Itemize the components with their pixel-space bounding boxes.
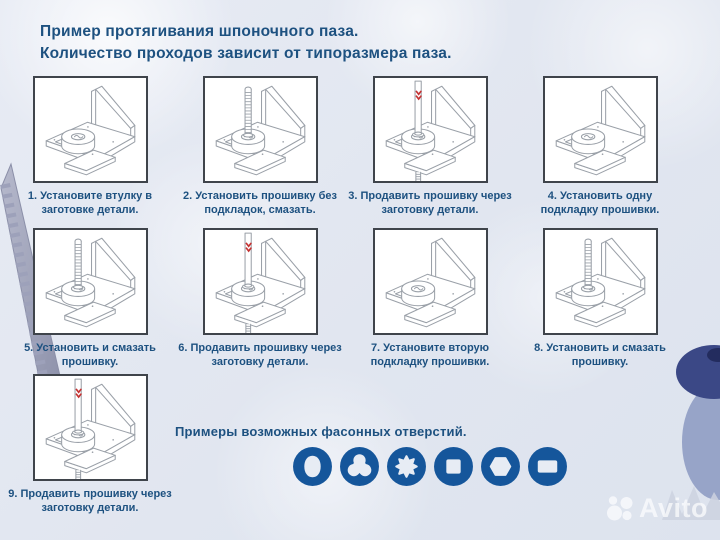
step-4-caption: 4. Установить одну подкладку прошивки. — [540, 190, 660, 217]
step-4-card — [543, 76, 658, 183]
broaching-fixture-illustration — [545, 230, 656, 333]
step-9-card — [33, 374, 148, 481]
step-5 — [5, 228, 175, 374]
step-2 — [175, 76, 345, 228]
oval-hole-icon — [292, 446, 333, 487]
step-9-caption: 9. Продавить прошивку через заготовку детали. — [8, 488, 172, 515]
step-7-card — [373, 228, 488, 335]
step-6-card — [203, 228, 318, 335]
title-line-1: Пример протягивания шпоночного паза. — [40, 23, 359, 40]
examples-heading: Примеры возможных фасонных отверстий. — [175, 424, 467, 439]
step-6-caption: 6. Продавить прошивку через заготовку детали. — [178, 342, 342, 369]
step-2-caption: 2. Установить прошивку без подкладок, смазать. — [183, 190, 337, 217]
rectangle-hole-icon — [527, 446, 568, 487]
step-8-card — [543, 228, 658, 335]
square-hole-icon — [433, 446, 474, 487]
broaching-fixture-illustration — [375, 78, 486, 181]
step-3 — [345, 76, 515, 228]
broaching-fixture-illustration — [35, 376, 146, 479]
step-3-caption: 3. Продавить прошивку через заготовку детали. — [348, 190, 512, 217]
broaching-fixture-illustration — [35, 230, 146, 333]
step-2-card — [203, 76, 318, 183]
page-title — [40, 21, 452, 65]
trefoil-hole-icon — [339, 446, 380, 487]
step-6 — [175, 228, 345, 374]
step-5-caption: 5. Установить и смазать прошивку. — [24, 342, 156, 369]
step-7 — [345, 228, 515, 374]
avito-watermark — [606, 493, 708, 524]
step-4 — [515, 76, 685, 228]
hole-icons-row — [175, 446, 685, 487]
steps-grid — [5, 76, 685, 516]
step-7-caption: 7. Установите вторую подкладку прошивки. — [370, 342, 490, 369]
broaching-fixture-illustration — [375, 230, 486, 333]
step-3-card — [373, 76, 488, 183]
hexagon-hole-icon — [480, 446, 521, 487]
step-1 — [5, 76, 175, 228]
broaching-fixture-illustration — [205, 230, 316, 333]
step-9 — [5, 374, 175, 516]
title-line-2: Количество проходов зависит от типоразмера паза. — [40, 45, 452, 62]
broaching-fixture-illustration — [35, 78, 146, 181]
spline-hole-icon — [386, 446, 427, 487]
broaching-fixture-illustration — [545, 78, 656, 181]
avito-brand-text: Avito — [639, 493, 708, 523]
step-8-caption: 8. Установить и смазать прошивку. — [534, 342, 666, 369]
avito-logo-icon — [606, 494, 636, 524]
step-8 — [515, 228, 685, 374]
step-5-card — [33, 228, 148, 335]
step-1-caption: 1. Установите втулку в заготовке детали. — [27, 190, 153, 217]
step-1-card — [33, 76, 148, 183]
broaching-fixture-illustration — [205, 78, 316, 181]
